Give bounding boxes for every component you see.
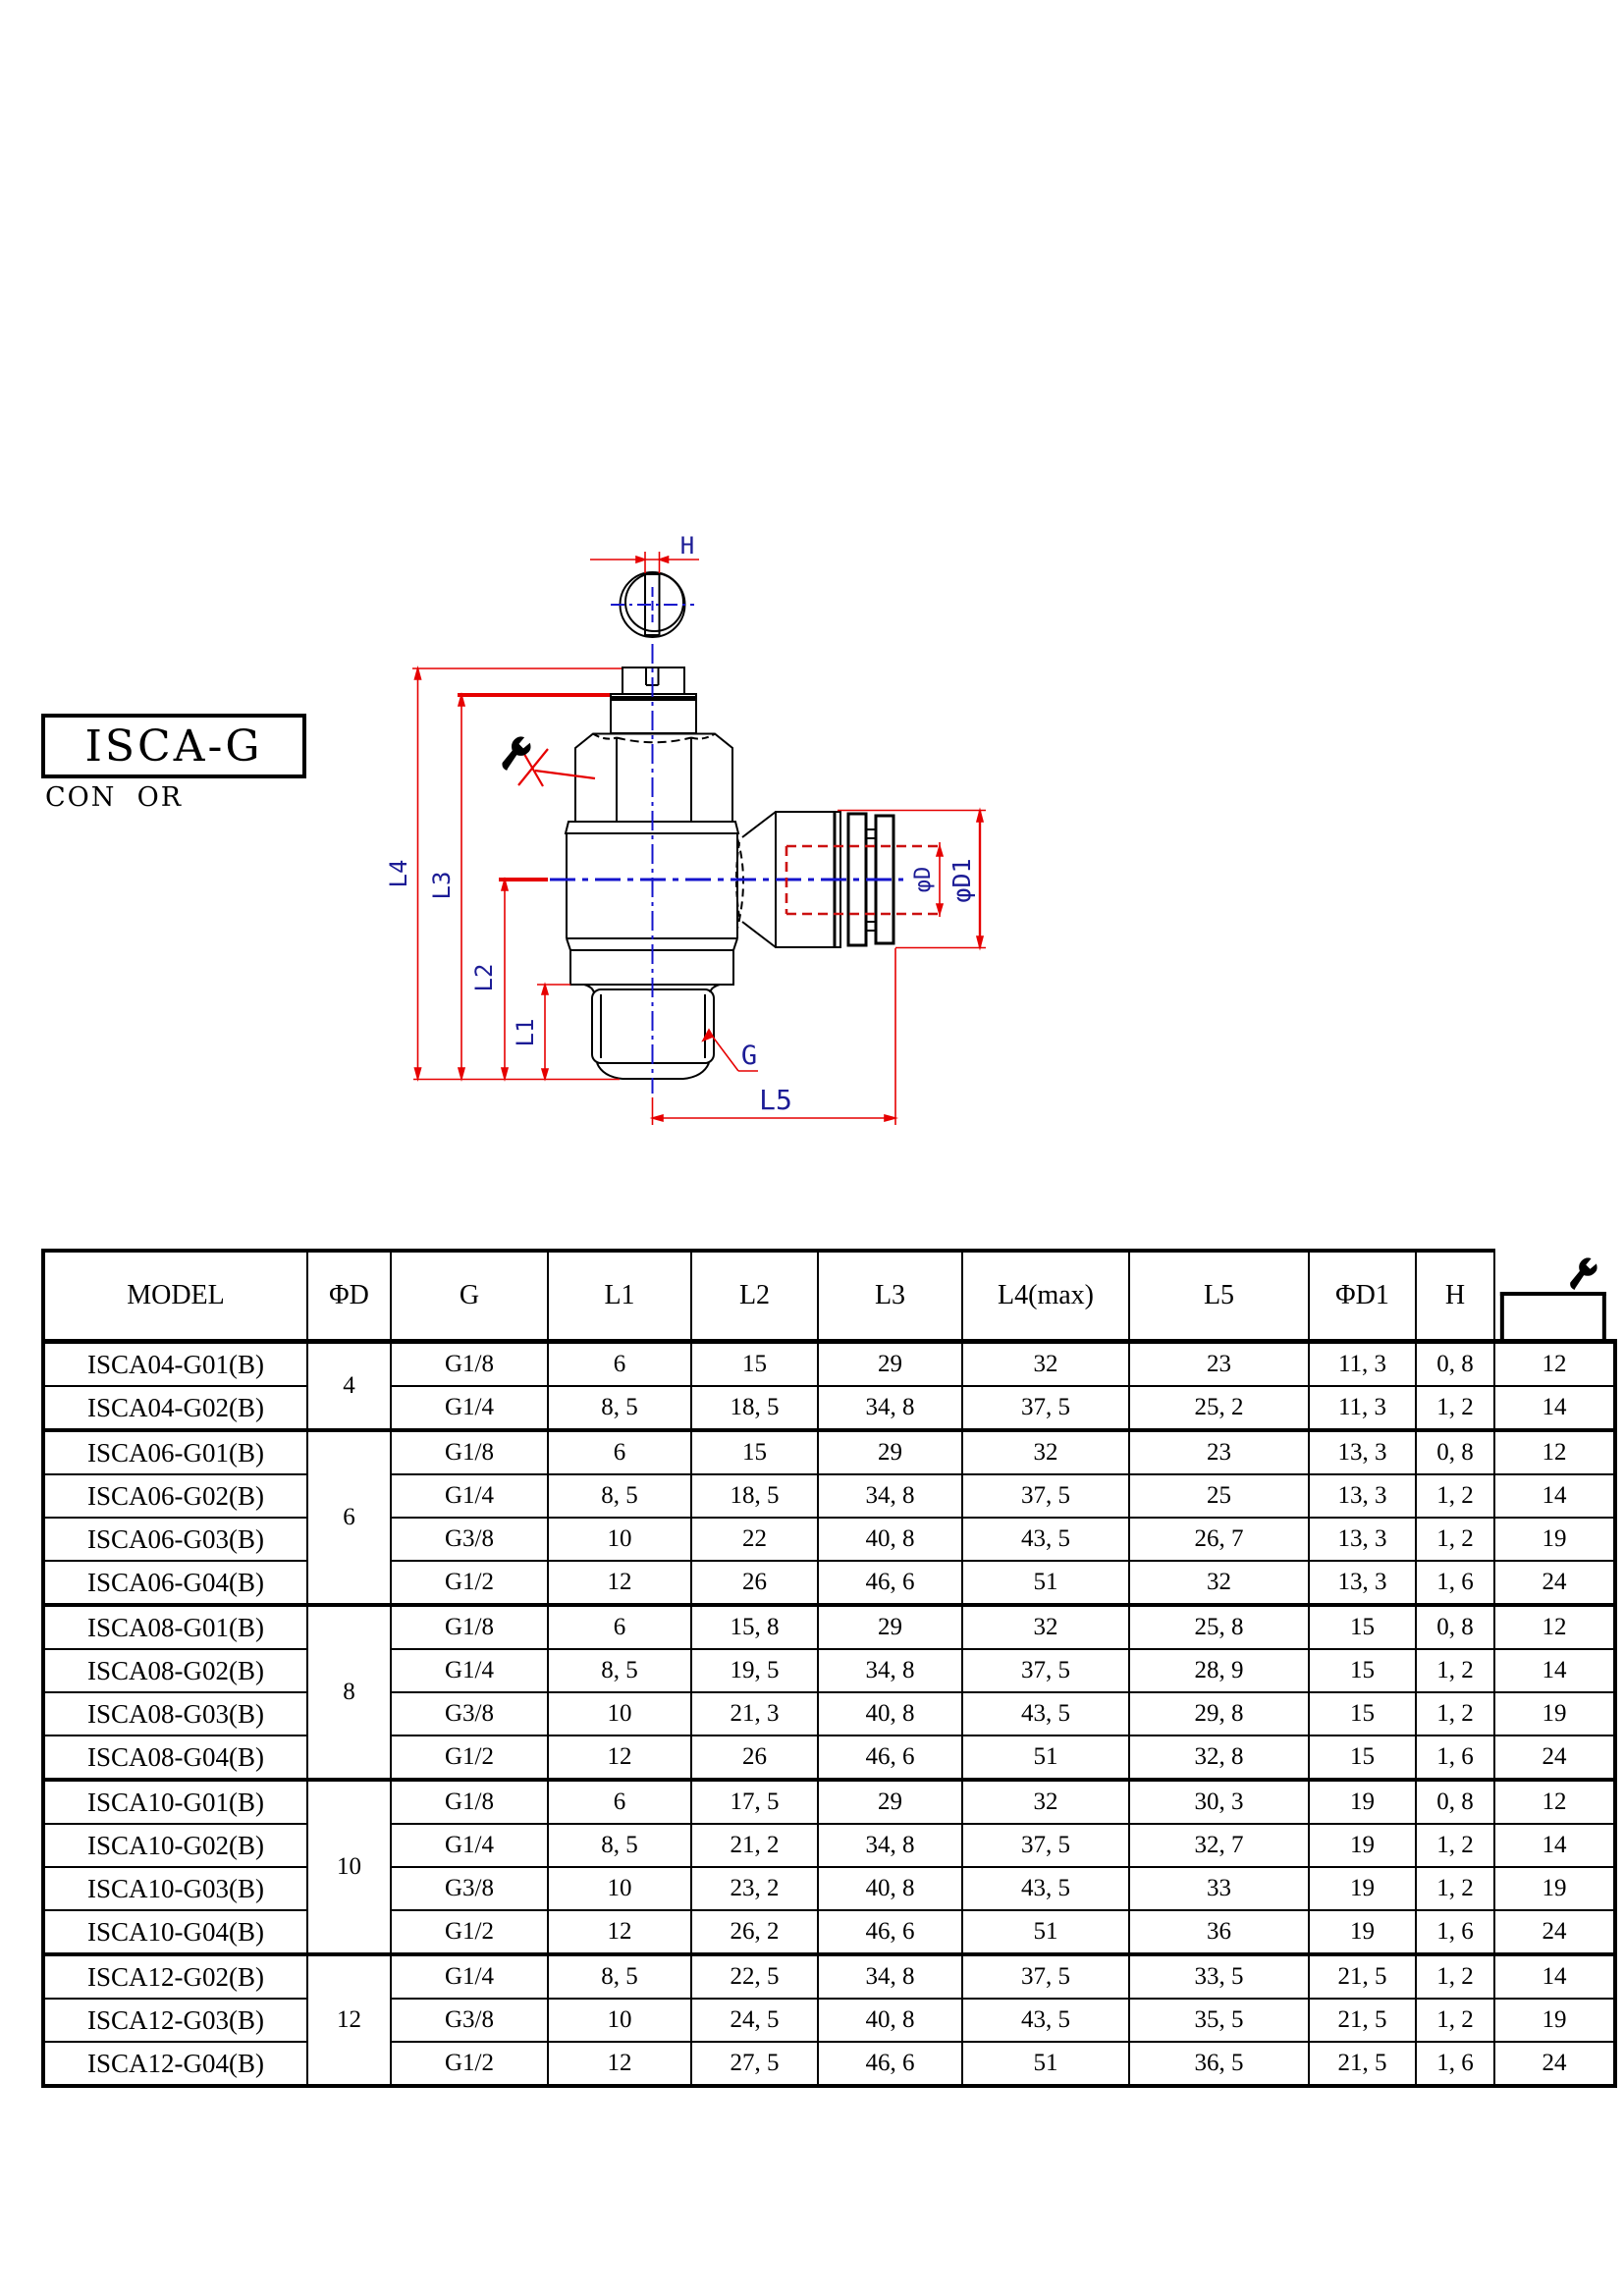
l1-cell: 12 — [548, 1561, 691, 1605]
l2-cell: 19, 5 — [691, 1649, 818, 1692]
phi-d-cell: 10 — [307, 1780, 391, 1954]
l1-cell: 12 — [548, 1735, 691, 1780]
l1-cell: 10 — [548, 1692, 691, 1735]
phi-d1-cell: 15 — [1309, 1735, 1416, 1780]
l1-cell: 8, 5 — [548, 1474, 691, 1518]
h-cell: 1, 6 — [1416, 1910, 1494, 1954]
l4-cell: 37, 5 — [962, 1649, 1129, 1692]
phi-d1-cell: 19 — [1309, 1824, 1416, 1867]
dim-label-h: H — [679, 532, 695, 560]
phi-d1-cell: 13, 3 — [1309, 1430, 1416, 1474]
l5-cell: 32, 7 — [1129, 1824, 1309, 1867]
spec-table — [41, 1249, 1617, 2088]
phi-d1-cell: 15 — [1309, 1692, 1416, 1735]
l2-cell: 18, 5 — [691, 1474, 818, 1518]
l3-cell: 46, 6 — [818, 1735, 962, 1780]
phi-d1-cell: 19 — [1309, 1910, 1416, 1954]
l1-cell: 6 — [548, 1780, 691, 1824]
h-cell: 1, 2 — [1416, 1649, 1494, 1692]
h-cell: 0, 8 — [1416, 1780, 1494, 1824]
l4-cell: 32 — [962, 1342, 1129, 1387]
l3-cell: 40, 8 — [818, 1518, 962, 1561]
table-row — [43, 1605, 1615, 1649]
thread-cell: G3/8 — [391, 1867, 548, 1910]
l5-cell: 32, 8 — [1129, 1735, 1309, 1780]
page-title: ISCA-G — [84, 721, 263, 772]
l3-cell: 40, 8 — [818, 1692, 962, 1735]
col-header-l2: L2 — [691, 1251, 818, 1342]
l1-cell: 8, 5 — [548, 1824, 691, 1867]
l5-cell: 32 — [1129, 1561, 1309, 1605]
wrench-size-cell: 12 — [1494, 1780, 1615, 1824]
centerlines — [550, 587, 903, 1094]
l4-cell: 37, 5 — [962, 1474, 1129, 1518]
l3-cell: 29 — [818, 1605, 962, 1649]
wrench-size-cell: 14 — [1494, 1954, 1615, 1999]
h-cell: 1, 6 — [1416, 1735, 1494, 1780]
series-title-box — [41, 714, 306, 778]
l2-cell: 15 — [691, 1342, 818, 1387]
thread-cell: G3/8 — [391, 1692, 548, 1735]
wrench-size-cell: 19 — [1494, 1692, 1615, 1735]
table-row — [43, 1910, 1615, 1954]
thread-cell: G3/8 — [391, 1999, 548, 2042]
model-cell: ISCA12-G02(B) — [43, 1954, 307, 1999]
phi-d1-cell: 19 — [1309, 1780, 1416, 1824]
wrench-icon — [502, 736, 530, 771]
wrench-size-cell: 12 — [1494, 1605, 1615, 1649]
table-row — [43, 1954, 1615, 1999]
header-row — [43, 1251, 1615, 1342]
model-cell: ISCA12-G04(B) — [43, 2042, 307, 2086]
h-cell: 1, 2 — [1416, 1386, 1494, 1430]
wrench-size-cell: 24 — [1494, 1910, 1615, 1954]
thread-cell: G1/2 — [391, 1910, 548, 1954]
technical-drawing — [373, 530, 1041, 1139]
thread-cell: G1/4 — [391, 1954, 548, 1999]
l1-cell: 6 — [548, 1342, 691, 1387]
l1-cell: 10 — [548, 1999, 691, 2042]
thread-cell: G1/4 — [391, 1386, 548, 1430]
h-cell: 1, 6 — [1416, 2042, 1494, 2086]
model-cell: ISCA08-G02(B) — [43, 1649, 307, 1692]
phi-d-cell: 8 — [307, 1605, 391, 1780]
h-cell: 1, 2 — [1416, 1474, 1494, 1518]
l3-cell: 34, 8 — [818, 1954, 962, 1999]
phi-d1-cell: 15 — [1309, 1649, 1416, 1692]
model-cell: ISCA04-G01(B) — [43, 1342, 307, 1387]
table-row — [43, 1692, 1615, 1735]
wrench-size-cell: 12 — [1494, 1342, 1615, 1387]
thread-cell: G1/2 — [391, 1561, 548, 1605]
l5-cell: 36 — [1129, 1910, 1309, 1954]
phi-d1-cell: 11, 3 — [1309, 1342, 1416, 1387]
l3-cell: 46, 6 — [818, 2042, 962, 2086]
wrench-size-cell: 14 — [1494, 1474, 1615, 1518]
l2-cell: 26 — [691, 1561, 818, 1605]
model-cell: ISCA06-G04(B) — [43, 1561, 307, 1605]
col-header-wrench-size — [1494, 1251, 1615, 1342]
thread-cell: G1/4 — [391, 1824, 548, 1867]
dimension-lines — [412, 552, 986, 1125]
model-cell: ISCA08-G01(B) — [43, 1605, 307, 1649]
l1-cell: 12 — [548, 2042, 691, 2086]
phi-d1-cell: 21, 5 — [1309, 2042, 1416, 2086]
l5-cell: 23 — [1129, 1342, 1309, 1387]
l5-cell: 33, 5 — [1129, 1954, 1309, 1999]
table-row — [43, 1735, 1615, 1780]
wrench-size-cell: 19 — [1494, 1867, 1615, 1910]
col-header-l3: L3 — [818, 1251, 962, 1342]
l4-cell: 32 — [962, 1780, 1129, 1824]
spec-table-body — [43, 1342, 1615, 2087]
l3-cell: 29 — [818, 1430, 962, 1474]
l3-cell: 34, 8 — [818, 1824, 962, 1867]
dim-label-phi-d1: φD1 — [947, 858, 976, 903]
l1-cell: 8, 5 — [548, 1649, 691, 1692]
dim-label-l5: L5 — [759, 1084, 792, 1116]
wrench-size-cell: 19 — [1494, 1999, 1615, 2042]
thread-cell: G1/8 — [391, 1780, 548, 1824]
wrench-size-cell: 24 — [1494, 2042, 1615, 2086]
col-header-l5: L5 — [1129, 1251, 1309, 1342]
table-row — [43, 1867, 1615, 1910]
l5-cell: 35, 5 — [1129, 1999, 1309, 2042]
l3-cell: 40, 8 — [818, 1867, 962, 1910]
l1-cell: 12 — [548, 1910, 691, 1954]
l4-cell: 37, 5 — [962, 1386, 1129, 1430]
phi-d1-cell: 19 — [1309, 1867, 1416, 1910]
l2-cell: 26 — [691, 1735, 818, 1780]
l5-cell: 25, 8 — [1129, 1605, 1309, 1649]
table-row — [43, 1561, 1615, 1605]
wrench-icon — [1565, 1256, 1598, 1292]
dim-label-g: G — [740, 1041, 758, 1071]
table-row — [43, 2042, 1615, 2086]
h-cell: 1, 2 — [1416, 1692, 1494, 1735]
table-row — [43, 1518, 1615, 1561]
l3-cell: 29 — [818, 1342, 962, 1387]
h-cell: 0, 8 — [1416, 1605, 1494, 1649]
h-cell: 1, 2 — [1416, 1824, 1494, 1867]
dim-label-phi-d: φD — [911, 866, 936, 893]
l2-cell: 15 — [691, 1430, 818, 1474]
phi-d1-cell: 21, 5 — [1309, 1999, 1416, 2042]
l4-cell: 37, 5 — [962, 1954, 1129, 1999]
phi-d1-cell: 13, 3 — [1309, 1561, 1416, 1605]
l3-cell: 34, 8 — [818, 1474, 962, 1518]
model-cell: ISCA10-G01(B) — [43, 1780, 307, 1824]
col-header-phi-d1: ΦD1 — [1309, 1251, 1416, 1342]
l5-cell: 25, 2 — [1129, 1386, 1309, 1430]
l1-cell: 10 — [548, 1518, 691, 1561]
thread-cell: G1/8 — [391, 1430, 548, 1474]
l4-cell: 32 — [962, 1605, 1129, 1649]
table-row — [43, 1342, 1615, 1387]
thread-cell: G1/4 — [391, 1649, 548, 1692]
l2-cell: 17, 5 — [691, 1780, 818, 1824]
l4-cell: 51 — [962, 1910, 1129, 1954]
l2-cell: 26, 2 — [691, 1910, 818, 1954]
fitting-outline — [566, 572, 893, 1079]
phi-d1-cell: 13, 3 — [1309, 1474, 1416, 1518]
l3-cell: 34, 8 — [818, 1386, 962, 1430]
col-header-l1: L1 — [548, 1251, 691, 1342]
l2-cell: 24, 5 — [691, 1999, 818, 2042]
dim-label-l3: L3 — [428, 871, 456, 900]
thread-cell: G1/8 — [391, 1342, 548, 1387]
phi-d1-cell: 21, 5 — [1309, 1954, 1416, 1999]
model-cell: ISCA12-G03(B) — [43, 1999, 307, 2042]
col-header-l4max: L4(max) — [962, 1251, 1129, 1342]
l3-cell: 46, 6 — [818, 1910, 962, 1954]
model-cell: ISCA06-G03(B) — [43, 1518, 307, 1561]
l2-cell: 21, 3 — [691, 1692, 818, 1735]
l3-cell: 46, 6 — [818, 1561, 962, 1605]
l4-cell: 51 — [962, 2042, 1129, 2086]
thread-cell: G1/2 — [391, 2042, 548, 2086]
model-cell: ISCA10-G03(B) — [43, 1867, 307, 1910]
l2-cell: 21, 2 — [691, 1824, 818, 1867]
dim-label-l4: L4 — [385, 859, 412, 888]
table-row — [43, 1430, 1615, 1474]
l2-cell: 18, 5 — [691, 1386, 818, 1430]
wrench-size-cell: 12 — [1494, 1430, 1615, 1474]
phi-d-cell: 6 — [307, 1430, 391, 1605]
col-header-phi-d: ΦD — [307, 1251, 391, 1342]
phi-d-cell: 12 — [307, 1954, 391, 2086]
wrench-size-cell: 14 — [1494, 1824, 1615, 1867]
l1-cell: 8, 5 — [548, 1954, 691, 1999]
l4-cell: 51 — [962, 1735, 1129, 1780]
phi-d-cell: 4 — [307, 1342, 391, 1431]
phi-d1-cell: 15 — [1309, 1605, 1416, 1649]
h-cell: 0, 8 — [1416, 1342, 1494, 1387]
l3-cell: 29 — [818, 1780, 962, 1824]
wrench-size-box — [1500, 1292, 1606, 1339]
l1-cell: 10 — [548, 1867, 691, 1910]
thread-cell: G1/4 — [391, 1474, 548, 1518]
dim-label-l1: L1 — [512, 1018, 539, 1047]
table-row — [43, 1999, 1615, 2042]
wrench-size-cell: 14 — [1494, 1386, 1615, 1430]
l4-cell: 43, 5 — [962, 1999, 1129, 2042]
model-cell: ISCA06-G02(B) — [43, 1474, 307, 1518]
h-cell: 1, 2 — [1416, 1999, 1494, 2042]
model-cell: ISCA08-G04(B) — [43, 1735, 307, 1780]
thread-cell: G1/2 — [391, 1735, 548, 1780]
col-header-model: MODEL — [43, 1251, 307, 1342]
l5-cell: 29, 8 — [1129, 1692, 1309, 1735]
l1-cell: 6 — [548, 1605, 691, 1649]
wrench-size-cell: 24 — [1494, 1735, 1615, 1780]
l4-cell: 43, 5 — [962, 1692, 1129, 1735]
l2-cell: 22 — [691, 1518, 818, 1561]
thread-cell: G3/8 — [391, 1518, 548, 1561]
l4-cell: 37, 5 — [962, 1824, 1129, 1867]
l4-cell: 51 — [962, 1561, 1129, 1605]
l1-cell: 6 — [548, 1430, 691, 1474]
phi-d1-cell: 13, 3 — [1309, 1518, 1416, 1561]
col-header-h: H — [1416, 1251, 1494, 1342]
table-row — [43, 1474, 1615, 1518]
model-cell: ISCA10-G04(B) — [43, 1910, 307, 1954]
l5-cell: 28, 9 — [1129, 1649, 1309, 1692]
table-row — [43, 1386, 1615, 1430]
wrench-size-cell: 24 — [1494, 1561, 1615, 1605]
table-row — [43, 1649, 1615, 1692]
table-row — [43, 1780, 1615, 1824]
l5-cell: 26, 7 — [1129, 1518, 1309, 1561]
l5-cell: 33 — [1129, 1867, 1309, 1910]
l3-cell: 40, 8 — [818, 1999, 962, 2042]
col-header-g: G — [391, 1251, 548, 1342]
l2-cell: 27, 5 — [691, 2042, 818, 2086]
l5-cell: 36, 5 — [1129, 2042, 1309, 2086]
h-cell: 0, 8 — [1416, 1430, 1494, 1474]
l1-cell: 8, 5 — [548, 1386, 691, 1430]
l2-cell: 23, 2 — [691, 1867, 818, 1910]
dim-label-l2: L2 — [470, 963, 498, 992]
l2-cell: 15, 8 — [691, 1605, 818, 1649]
h-cell: 1, 2 — [1416, 1954, 1494, 1999]
wrench-size-cell: 19 — [1494, 1518, 1615, 1561]
l4-cell: 43, 5 — [962, 1518, 1129, 1561]
model-cell: ISCA04-G02(B) — [43, 1386, 307, 1430]
model-cell: ISCA10-G02(B) — [43, 1824, 307, 1867]
model-cell: ISCA08-G03(B) — [43, 1692, 307, 1735]
l5-cell: 23 — [1129, 1430, 1309, 1474]
model-cell: ISCA06-G01(B) — [43, 1430, 307, 1474]
l5-cell: 30, 3 — [1129, 1780, 1309, 1824]
l2-cell: 22, 5 — [691, 1954, 818, 1999]
l4-cell: 43, 5 — [962, 1867, 1129, 1910]
l4-cell: 32 — [962, 1430, 1129, 1474]
thread-cell: G1/8 — [391, 1605, 548, 1649]
h-cell: 1, 6 — [1416, 1561, 1494, 1605]
h-cell: 1, 2 — [1416, 1867, 1494, 1910]
l5-cell: 25 — [1129, 1474, 1309, 1518]
page-subtitle: CON OR — [45, 782, 184, 813]
l3-cell: 34, 8 — [818, 1649, 962, 1692]
phi-d1-cell: 11, 3 — [1309, 1386, 1416, 1430]
h-cell: 1, 2 — [1416, 1518, 1494, 1561]
wrench-size-cell: 14 — [1494, 1649, 1615, 1692]
table-row — [43, 1824, 1615, 1867]
